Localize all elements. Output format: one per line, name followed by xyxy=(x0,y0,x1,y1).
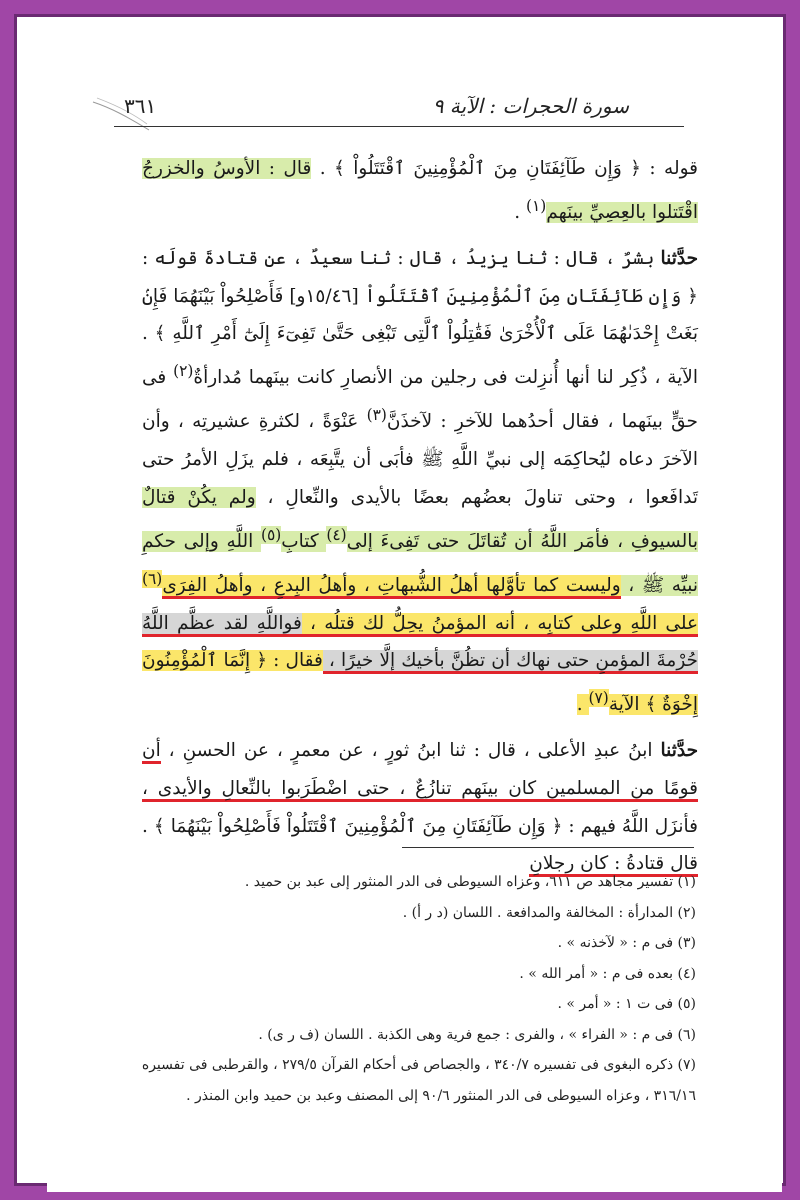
footnote-divider xyxy=(402,847,694,848)
highlighted-segment: ولم يكُنْ قتالٌ بالسيوفِ ، فأمَر اللَّهُ أن تُقاتَلَ حتى تَفِىءَ إلى xyxy=(142,486,698,552)
text-segment: ابنُ عبدِ الأعلى ، قال : ثنا ابنُ ثورٍ ، عن معمرٍ ، عن الحسنِ ، xyxy=(160,740,661,762)
paragraph-2 xyxy=(142,240,698,724)
narration-lead: حدَّثنا xyxy=(660,740,698,762)
footnote: (١) تفسير مجاهد ص ٦١١، وعزاه السيوطى فى الدر المنثور إلى عبد بن حميد . xyxy=(244,874,696,890)
footnotes xyxy=(132,867,696,1111)
footnote-ref: (٤) xyxy=(326,525,347,544)
highlighted-underlined-segment: وليست كما تأوَّلها أهلُ الشُّبهاتِ ، وأهلُ البِدعِ ، وأهلُ الفِرَى xyxy=(162,575,620,599)
running-title: سورة الحجرات : الآية ٩ xyxy=(432,94,629,118)
footnote: (٥) فى ت ١ : « أمر » . xyxy=(557,996,696,1012)
footnote-ref: (٧) xyxy=(588,689,609,708)
narration-lead: حدَّثنا xyxy=(660,247,698,269)
text-segment: . xyxy=(514,201,526,223)
running-header xyxy=(114,82,684,127)
footnote: (٣) فى م : « لآخذنه » . xyxy=(557,935,696,951)
text-segment: عَنْوَةً ، لكثرةِ عشيرتِه ، وأن الآخرَ دعاه ليُحاكِمَه إلى نبيِّ اللَّهِ ﷺ فأبَى أن يتَّبِعَه ، فلم يزَلِ الأمرُ حتى تَدافَعوا ، وحتى تناولَ بعضُهم بعضًا بالأيدى والنِّعالِ ، xyxy=(142,411,698,508)
footnote-ref: (١) xyxy=(525,196,547,215)
highlighted-underlined-segment: على اللَّهِ وعلى كتابِه ، أنه المؤمنُ يحِلُّ لك قتلُه ، xyxy=(302,613,698,637)
highlighted-segment: . xyxy=(576,694,589,716)
footnote: (٤) بعده فى م : « أمر الله » . xyxy=(519,965,696,982)
footnote: (٧) ذكره البغوى فى تفسيره ٣٤٠/٧ ، والجصاص فى أحكام القرآن ٢٧٩/٥ ، والقرطبى فى تفسيره ٣١٦/١٦ ، وعزاه السيوطى فى الدر المنثور ٩٠/٦ إلى المصنف وعبد بن حميد وابن المنذر . xyxy=(141,1057,696,1104)
text-segment: فأنزَل اللَّهُ فيهم : ﴿ وَإِن طَآئِفَتَانِ مِنَ ٱلْمُؤْمِنِينَ ٱقْتَتَلُواْ فَأَصْلِحُواْ بَيْنَهُمَا ﴾ . xyxy=(142,815,698,837)
highlighted-segment: اللَّهِ وإلى حكمِ نبيِّه ﷺ ، xyxy=(142,530,698,596)
page-frame xyxy=(14,14,786,1186)
footnote: (٢) المدارأة : المخالفة والمدافعة . اللسان (د ر أ) . xyxy=(402,904,696,921)
footnote-ref: (٢) xyxy=(173,362,194,381)
footnote-ref: (٥) xyxy=(260,525,282,544)
highlighted-segment: كتابِ xyxy=(281,530,327,552)
underlined-segment: قال قتادةُ : كان رجلانِ xyxy=(529,853,698,877)
text-segment: قوله : ﴿ وَإِن طَآئِفَتَانِ مِنَ ٱلْمُؤْمِنِينَ ٱقْتَتَلُواْ ﴾ . xyxy=(311,158,698,179)
underlined-segment: أن قومًا من المسلمين كان بينَهم تنازُعٌ ، حتى اضْطَرَبوا بالنِّعالِ والأيدى ، xyxy=(142,740,698,802)
main-text xyxy=(142,150,698,891)
grey-underlined-segment: فواللَّهِ لقد عظَّم اللَّهُ حُرْمةَ المؤمنِ حتى نهاك أن تظُنَّ بأخيك إلَّا خيرًا ، xyxy=(142,613,698,675)
paragraph-3 xyxy=(142,732,698,883)
paragraph-1 xyxy=(142,150,698,232)
text-segment: فى حقٍّ بينَهما ، فقال أحدُهما للآخرِ : لآخذَنَّ xyxy=(142,367,698,433)
footnote-ref: (٣) xyxy=(366,406,387,425)
highlighted-segment: قال : الأوسُ والخزرجُ اقْتَتلوا بالعِصِيِّ بينَهم xyxy=(142,158,698,223)
footnote-ref: (٦) xyxy=(142,569,163,588)
text-segment: بشرٌ ، قال : ثنا يزيدُ ، قال : ثنا سعيدٌ ، عن قتادةَ قولَه : ﴿ وَإِن طَآئِفَتَانِ مِنَ ٱلْمُؤْمِنِينَ ٱقْتَتَلُواْ [١٥/٤٦و] فَأَصْلِحُواْ بَيْنَهُمَا فَإِنۢ بَغَتْ إِحْدَىٰهُمَا عَلَى ٱلْأُخْرَىٰ فَقَٰتِلُواْ ٱلَّتِى تَبْغِى حَتَّىٰ تَفِىٓءَ إِلَىٰٓ أَمْرِ ٱللَّهِ ﴾ . الآية ، ذُكِر لنا أنها أُنزِلت فى رجلين من الأنصارِ كانت بينَهما مُدارأةٌ xyxy=(142,247,698,389)
highlighted-segment: فقال : ﴿ إِنَّمَا ٱلْمُؤْمِنُونَ إِخْوَةٌ ﴾ الآية xyxy=(142,650,698,716)
footnote: (٦) فى م : « الفراء » ، والفرى : جمع فرية وهى الكذبة . اللسان (ف ر ى) . xyxy=(258,1026,696,1043)
page-number: ٣٦١ xyxy=(124,94,157,118)
